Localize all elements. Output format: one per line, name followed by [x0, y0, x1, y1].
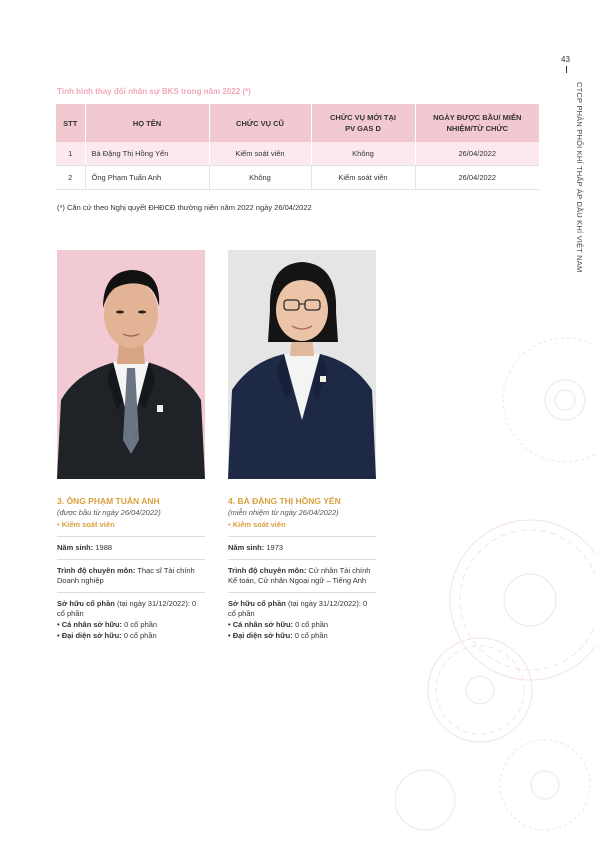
cell-date: 26/04/2022	[415, 142, 539, 166]
section-title: Tình hình thay đổi nhân sự BKS trong năm 2022 (*)	[57, 87, 251, 96]
shares-label: Sở hữu cổ phần	[57, 599, 115, 608]
birth-label: Năm sinh:	[228, 543, 265, 552]
divider	[228, 592, 376, 593]
page-number-divider	[566, 66, 567, 73]
education	[228, 566, 376, 586]
personal-shares	[228, 620, 376, 630]
profile-role: • Kiểm soát viên	[228, 520, 286, 529]
divider	[57, 536, 205, 537]
header-date: NGÀY ĐƯỢC BẦU/ MIỄN NHIỆM/TỪ CHỨC	[415, 104, 539, 142]
shares-value: (tại ngày 31/12/2022): 0 cổ phần	[57, 599, 197, 618]
personal-label: • Cá nhân sở hữu:	[228, 620, 294, 629]
shares	[57, 599, 205, 619]
divider	[57, 592, 205, 593]
represented-shares	[57, 631, 205, 641]
divider	[228, 559, 376, 560]
education-label: Trình độ chuyên môn:	[228, 566, 307, 575]
profile-date-note: (miễn nhiệm từ ngày 26/04/2022)	[228, 508, 339, 517]
header-stt: STT	[56, 104, 85, 142]
table-row	[56, 142, 539, 166]
profile-name: 4. BÀ ĐẶNG THỊ HỒNG YẾN	[228, 496, 341, 506]
represented-label: • Đại diện sở hữu:	[57, 631, 122, 640]
gear-decoration	[395, 330, 595, 842]
represented-shares	[228, 631, 376, 641]
profile-role: • Kiểm soát viên	[57, 520, 115, 529]
personnel-change-table	[56, 104, 539, 190]
shares-value: (tại ngày 31/12/2022): 0 cổ phần	[228, 599, 368, 618]
personal-label: • Cá nhân sở hữu:	[57, 620, 123, 629]
birth-value: 1973	[264, 543, 284, 552]
education-value: Thạc sĩ Tài chính Doanh nghiệp	[57, 566, 195, 585]
education-label: Trình độ chuyên môn:	[57, 566, 136, 575]
profile-card	[228, 496, 376, 641]
cell-new-position: Kiểm soát viên	[311, 166, 415, 190]
birth-year	[228, 543, 376, 553]
cell-old-position: Không	[209, 166, 311, 190]
company-side-title: CTCP PHÂN PHỐI KHÍ THẤP ÁP DẦU KHÍ VIỆT NAM	[575, 82, 584, 273]
table-row	[56, 166, 539, 190]
cell-date: 26/04/2022	[415, 166, 539, 190]
birth-label: Năm sinh:	[57, 543, 94, 552]
profile-date-note: (được bầu từ ngày 26/04/2022)	[57, 508, 161, 517]
shares-label: Sở hữu cổ phần	[228, 599, 286, 608]
page-number: 43	[561, 55, 570, 64]
birth-value: 1988	[93, 543, 113, 552]
divider	[228, 536, 376, 537]
shares	[228, 599, 376, 619]
cell-name: Ông Phạm Tuấn Anh	[85, 166, 209, 190]
cell-new-position: Không	[311, 142, 415, 166]
table-header-row	[56, 104, 539, 142]
personal-value: 0 cổ phần	[122, 620, 158, 629]
header-name: HỌ TÊN	[85, 104, 209, 142]
represented-label: • Đại diện sở hữu:	[228, 631, 293, 640]
education	[57, 566, 205, 586]
portrait-photo	[228, 250, 376, 479]
cell-stt: 1	[56, 142, 85, 166]
cell-name: Bà Đặng Thị Hồng Yến	[85, 142, 209, 166]
portrait-photo	[57, 250, 205, 479]
profile-card	[57, 496, 205, 641]
represented-value: 0 cổ phần	[292, 631, 328, 640]
personal-shares	[57, 620, 205, 630]
personal-value: 0 cổ phần	[293, 620, 329, 629]
header-old-position: CHỨC VỤ CŨ	[209, 104, 311, 142]
divider	[57, 559, 205, 560]
profile-name: 3. ÔNG PHẠM TUẤN ANH	[57, 496, 160, 506]
birth-year	[57, 543, 205, 553]
cell-stt: 2	[56, 166, 85, 190]
education-value: Cử nhân Tài chính Kế toán, Cử nhân Ngoại ngữ – Tiếng Anh	[228, 566, 371, 585]
header-new-position: CHỨC VỤ MỚI TẠI PV GAS D	[311, 104, 415, 142]
cell-old-position: Kiểm soát viên	[209, 142, 311, 166]
table-footnote: (*) Căn cứ theo Nghị quyết ĐHĐCĐ thường niên năm 2022 ngày 26/04/2022	[57, 203, 312, 212]
represented-value: 0 cổ phần	[121, 631, 157, 640]
